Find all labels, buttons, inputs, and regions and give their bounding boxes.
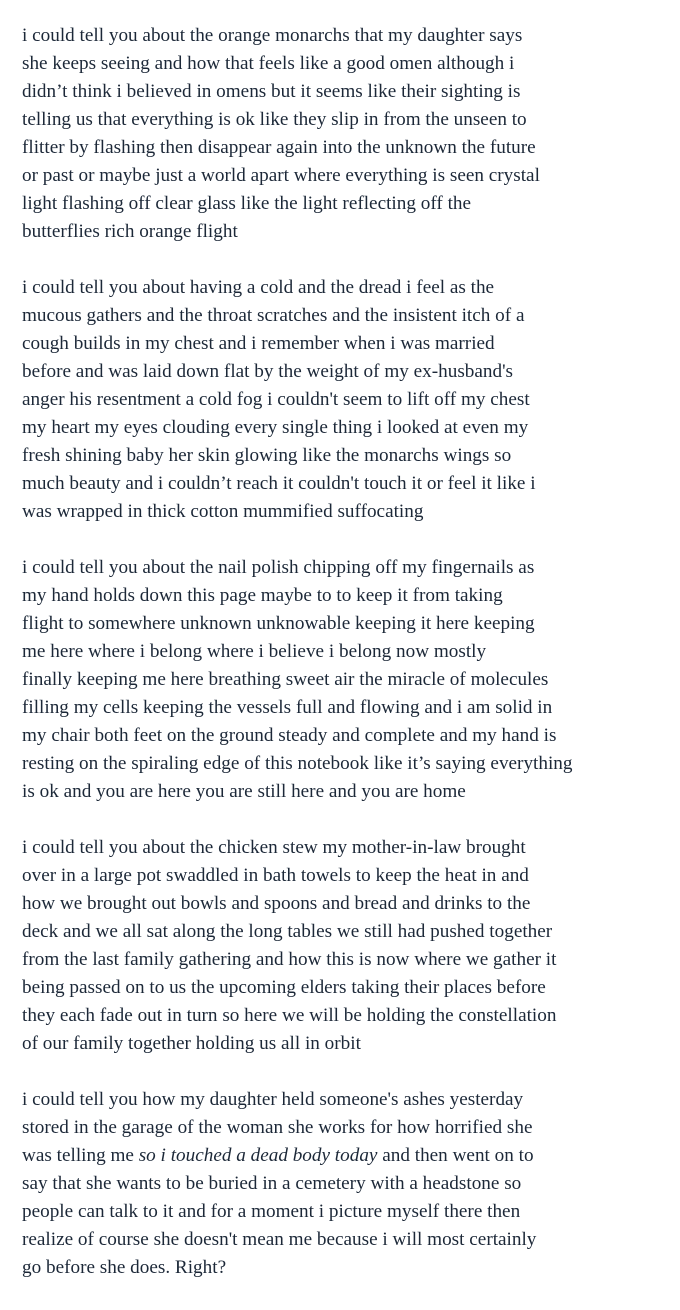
poem-line: butterflies rich orange flight [22, 221, 238, 242]
poem-line: telling us that everything is ok like they slip in from the unseen to [22, 109, 527, 130]
poem-line: anger his resentment a cold fog i couldn't seem to lift off my chest [22, 389, 530, 410]
poem-line: before and was laid down flat by the weight of my ex-husband's [22, 361, 514, 382]
poem-line: cough builds in my chest and i remember when i was married [22, 333, 495, 354]
poem-line: i could tell you how my daughter held someone's ashes yesterday [22, 1089, 524, 1110]
line-text-before: was telling me [22, 1145, 139, 1166]
poem-line: i could tell you about the chicken stew my mother-in-law brought [22, 837, 526, 858]
poem-line: realize of course she doesn't mean me because i will most certainly [22, 1229, 537, 1250]
poem-line: i could tell you about the orange monarchs that my daughter says [22, 25, 523, 46]
poem-line: deck and we all sat along the long tables we still had pushed together [22, 921, 553, 942]
poem-line: resting on the spiraling edge of this notebook like it’s saying everything [22, 753, 573, 774]
italic-quote: so i touched a dead body today [138, 1145, 378, 1166]
poem-line: of our family together holding us all in orbit [22, 1033, 361, 1054]
poem-line: mucous gathers and the throat scratches and the insistent itch of a [22, 305, 525, 326]
poem-line: say that she wants to be buried in a cemetery with a headstone so [22, 1173, 522, 1194]
poem-line: people can talk to it and for a moment i picture myself there then [22, 1201, 521, 1222]
poem-line: or past or maybe just a world apart where everything is seen crystal [22, 165, 540, 186]
poem-line: fresh shining baby her skin glowing like the monarchs wings so [22, 445, 512, 466]
stanza-2 [22, 274, 672, 526]
poem-line: go before she does. Right? [22, 1257, 227, 1278]
poem-line: my chair both feet on the ground steady and complete and my hand is [22, 725, 557, 746]
poem-line: over in a large pot swaddled in bath towels to keep the heat in and [22, 865, 529, 886]
poem-line: didn’t think i believed in omens but it seems like their sighting is [22, 81, 521, 102]
poem-line: much beauty and i couldn’t reach it couldn't touch it or feel it like i [22, 473, 536, 494]
poem-line: being passed on to us the upcoming elders taking their places before [22, 977, 546, 998]
poem-line: flight to somewhere unknown unknowable keeping it here keeping [22, 613, 535, 634]
poem-line: was wrapped in thick cotton mummified suffocating [22, 501, 424, 522]
stanza-3 [22, 554, 672, 806]
poem-line: filling my cells keeping the vessels full and flowing and i am solid in [22, 697, 553, 718]
poem-line: me here where i belong where i believe i belong now mostly [22, 641, 487, 662]
line-text-after: and then went on to [377, 1145, 534, 1166]
stanza-1 [22, 22, 672, 246]
poem-line: how we brought out bowls and spoons and bread and drinks to the [22, 893, 531, 914]
poem-line: my heart my eyes clouding every single thing i looked at even my [22, 417, 529, 438]
poem-line: they each fade out in turn so here we will be holding the constellation [22, 1005, 557, 1026]
stanza-4 [22, 834, 672, 1058]
poem-line-with-italic [22, 1142, 672, 1170]
poem-line: finally keeping me here breathing sweet air the miracle of molecules [22, 669, 549, 690]
poem-line: my hand holds down this page maybe to to keep it from taking [22, 585, 503, 606]
stanza-5 [22, 1086, 672, 1282]
poem-line: stored in the garage of the woman she works for how horrified she [22, 1117, 533, 1138]
poem-line: from the last family gathering and how this is now where we gather it [22, 949, 557, 970]
poem-line: i could tell you about having a cold and the dread i feel as the [22, 277, 495, 298]
poem-line: she keeps seeing and how that feels like a good omen although i [22, 53, 515, 74]
poem-line: light flashing off clear glass like the light reflecting off the [22, 193, 472, 214]
poem-body [22, 22, 672, 1310]
poem-line: is ok and you are here you are still here and you are home [22, 781, 466, 802]
poem-line: i could tell you about the nail polish chipping off my fingernails as [22, 557, 535, 578]
poem-line: flitter by flashing then disappear again into the unknown the future [22, 137, 536, 158]
